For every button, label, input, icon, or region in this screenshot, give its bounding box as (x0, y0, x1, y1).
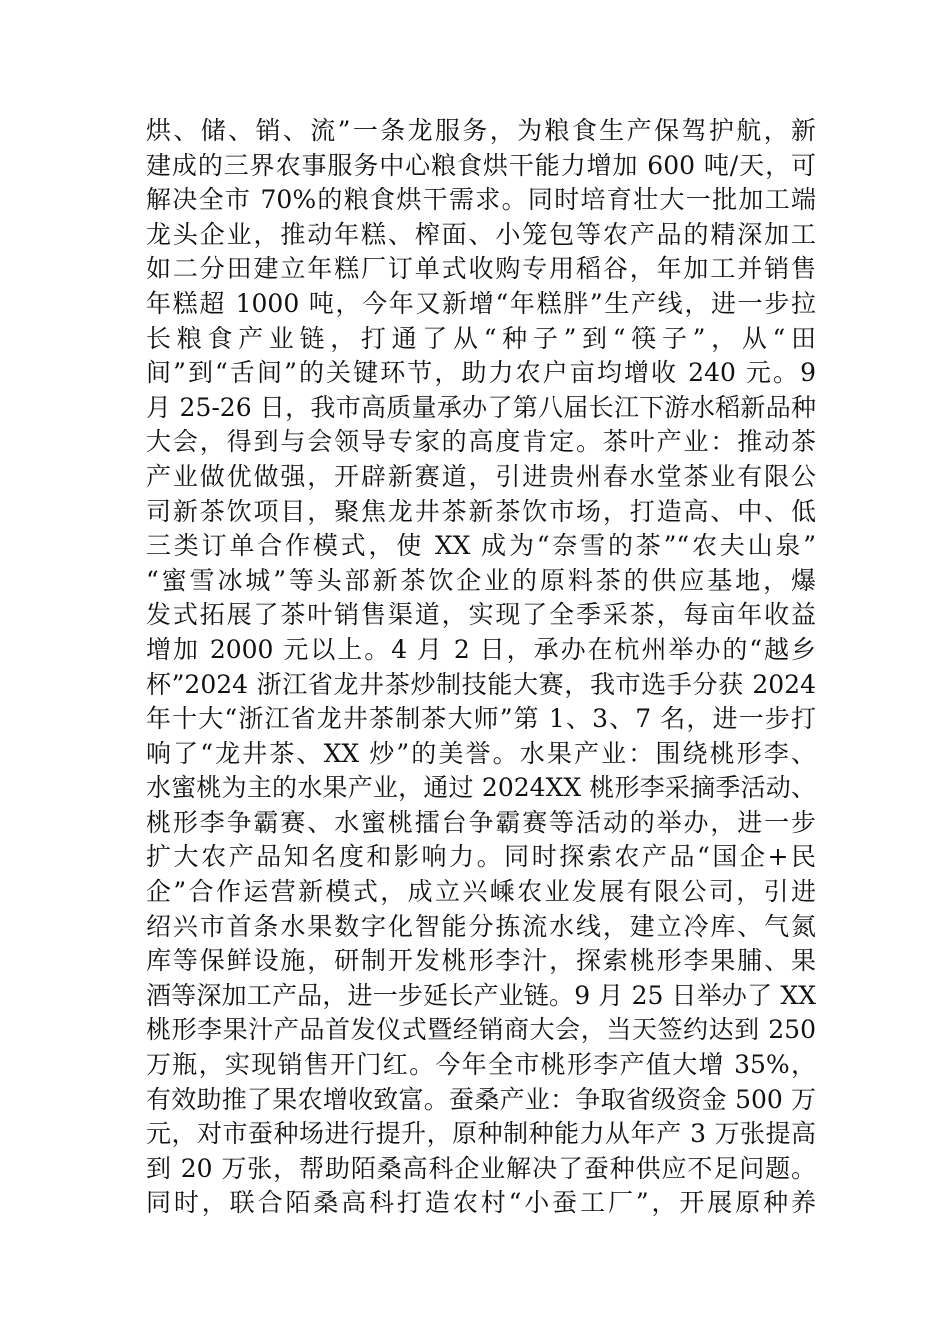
text-line-18: 年十大“浙江省龙井茶制茶大师”第 1、3、7 名，进一步打 (146, 704, 816, 734)
text-line-30: 元，对市蚕种场进行提升，原种制种能力从年产 3 万张提高 (146, 1119, 816, 1149)
text-line-22: 扩大农产品知名度和影响力。同时探索农产品“国企+民 (146, 842, 816, 872)
text-line-28: 万瓶，实现销售开门红。今年全市桃形李产值大增 35%， (146, 1050, 816, 1080)
text-line-12: 司新茶饮项目，聚焦龙井茶新茶饮市场，打造高、中、低 (146, 496, 816, 526)
text-line-16: 增加 2000 元以上。4 月 2 日，承办在杭州举办的“越乡 (146, 634, 816, 664)
text-line-2: 建成的三界农事服务中心粮食烘干能力增加 600 吨/天，可 (146, 150, 816, 180)
text-line-14: “蜜雪冰城”等头部新茶饮企业的原料茶的供应基地，爆 (146, 565, 816, 595)
text-line-6: 年糕超 1000 吨，今年又新增“年糕胖”生产线，进一步拉 (146, 288, 816, 318)
text-line-7: 长粮食产业链，打通了从“种子”到“筷子”，从“田 (146, 323, 816, 353)
text-line-11: 产业做优做强，开辟新赛道，引进贵州春水堂茶业有限公 (146, 461, 816, 491)
text-line-4: 龙头企业，推动年糕、榨面、小笼包等农产品的精深加工 (146, 219, 816, 249)
text-line-24: 绍兴市首条水果数字化智能分拣流水线，建立冷库、气氮 (146, 911, 816, 941)
text-line-25: 库等保鲜设施，研制开发桃形李汁，探索桃形李果脯、果 (146, 946, 816, 976)
text-line-26: 酒等深加工产品，进一步延长产业链。9 月 25 日举办了 XX (146, 980, 816, 1010)
text-line-23: 企”合作运营新模式，成立兴嵊农业发展有限公司，引进 (146, 877, 816, 907)
text-line-10: 大会，得到与会领导专家的高度肯定。茶叶产业：推动茶 (146, 427, 816, 457)
text-line-8: 间”到“舌间”的关键环节，助力农户亩均增收 240 元。9 (146, 358, 816, 388)
text-line-27: 桃形李果汁产品首发仪式暨经销商大会，当天签约达到 250 (146, 1015, 816, 1045)
body-paragraph (146, 114, 816, 1221)
text-line-31: 到 20 万张，帮助陌桑高科企业解决了蚕种供应不足问题。 (146, 1153, 816, 1183)
text-line-13: 三类订单合作模式，使 XX 成为“奈雪的茶”“农夫山泉” (146, 531, 816, 561)
text-line-17: 杯”2024 浙江省龙井茶炒制技能大赛，我市选手分获 2024 (146, 669, 816, 699)
text-line-21: 桃形李争霸赛、水蜜桃擂台争霸赛等活动的举办，进一步 (146, 807, 816, 837)
text-line-9: 月 25-26 日，我市高质量承办了第八届长江下游水稻新品种 (146, 392, 816, 422)
text-line-1: 烘、储、销、流”一条龙服务，为粮食生产保驾护航，新 (146, 116, 816, 145)
text-line-19: 响了“龙井茶、XX 炒”的美誉。水果产业：围绕桃形李、 (146, 738, 816, 768)
text-line-20: 水蜜桃为主的水果产业，通过 2024XX 桃形李采摘季活动、 (146, 773, 816, 803)
text-line-32: 同时，联合陌桑高科打造农村“小蚕工厂”，开展原种养 (146, 1188, 816, 1218)
text-line-5: 如二分田建立年糕厂订单式收购专用稻谷，年加工并销售 (146, 254, 816, 284)
text-line-15: 发式拓展了茶叶销售渠道，实现了全季采茶，每亩年收益 (146, 600, 816, 630)
text-line-3: 解决全市 70%的粮食烘干需求。同时培育壮大一批加工端 (146, 185, 816, 215)
text-line-29: 有效助推了果农增收致富。蚕桑产业：争取省级资金 500 万 (146, 1084, 816, 1114)
